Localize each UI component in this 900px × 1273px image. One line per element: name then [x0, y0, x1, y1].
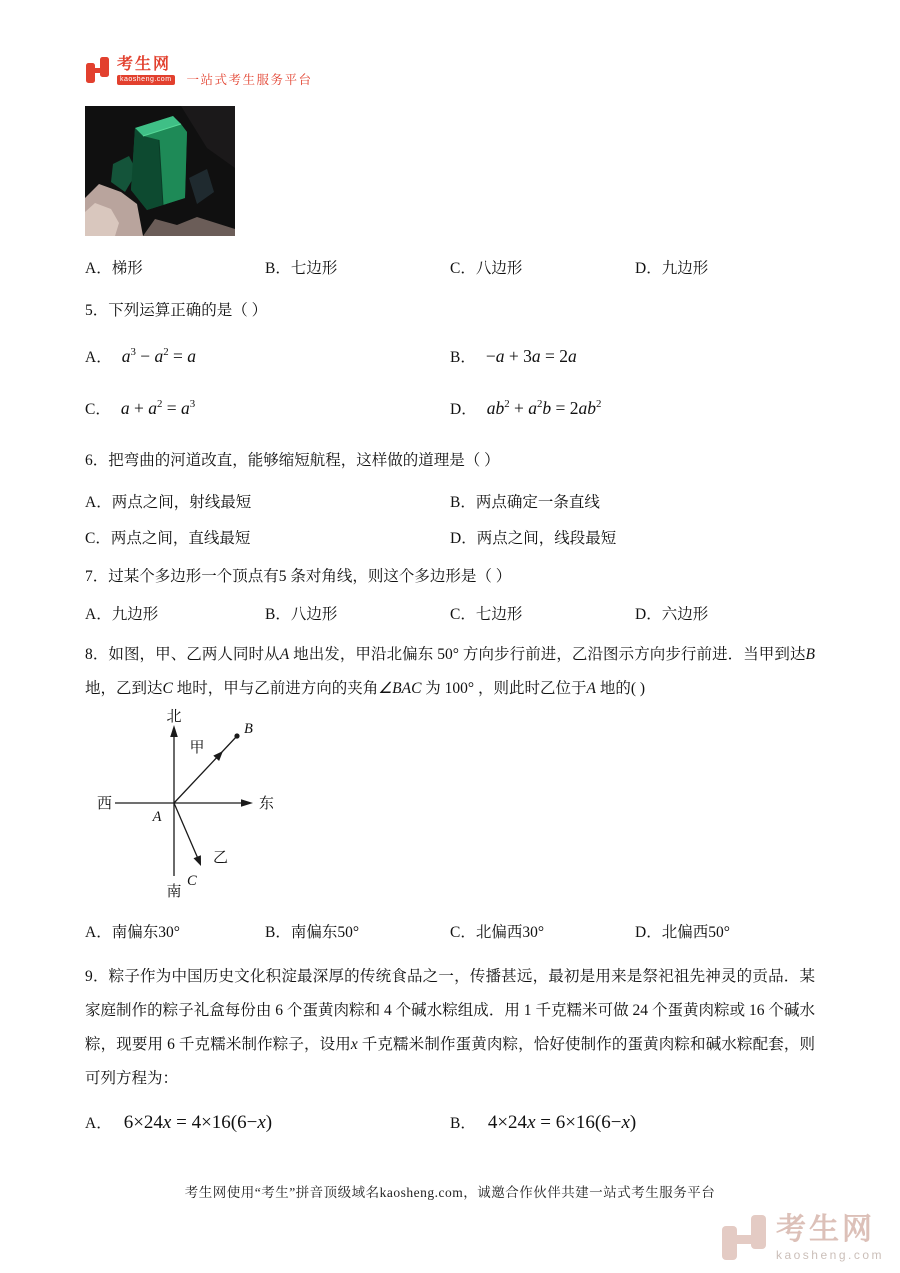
kaosheng-logo-icon	[85, 56, 111, 84]
option-label: D．	[635, 924, 662, 941]
q4-option-d	[635, 256, 815, 278]
option-text: 八边形	[290, 606, 338, 623]
option-label: B．	[450, 494, 476, 511]
kaosheng-watermark-icon	[722, 1213, 768, 1263]
option-label: C．	[450, 260, 476, 277]
question-6-options-row-2	[85, 522, 815, 552]
option-label: B．	[265, 606, 291, 623]
option-label: B．	[265, 260, 291, 277]
brand-text-block	[117, 56, 175, 85]
option-text: 南偏东30°	[111, 924, 180, 941]
q6-option-a	[85, 490, 450, 512]
brand-name: 考生网	[117, 56, 172, 73]
option-text: 两点之间，线段最短	[476, 530, 617, 547]
option-label: A．	[85, 924, 112, 941]
option-label: D．	[450, 401, 477, 418]
option-label: A．	[85, 1114, 112, 1132]
watermark-logo	[722, 1213, 884, 1263]
option-label: B．	[450, 349, 476, 366]
option-label: C．	[85, 401, 111, 418]
q8-option-b	[265, 920, 450, 942]
q9-option-a	[85, 1111, 450, 1134]
option-label: C．	[85, 530, 111, 547]
question-5-stem: 5．下列运算正确的是（ ）	[85, 302, 268, 319]
option-label: D．	[635, 260, 662, 277]
label-point-c: C	[187, 873, 197, 889]
footer-text: 考生网使用“考生”拼音顶级域名kaosheng.com，诚邀合作伙伴共建一站式考生服务平台	[184, 1185, 716, 1200]
option-text: 两点之间，直线最短	[110, 530, 251, 547]
watermark-domain: kaosheng.com	[775, 1248, 884, 1262]
label-north: 北	[166, 709, 182, 725]
q5-option-a	[85, 345, 450, 367]
q9-option-b	[450, 1111, 815, 1134]
question-7-stem: 7．过某个多边形一个顶点有5 条对角线，则这个多边形是（ ）	[85, 568, 512, 585]
q5-option-d	[450, 397, 815, 419]
option-text: 南偏东50°	[290, 924, 360, 941]
option-text: 北偏西30°	[475, 924, 545, 941]
label-south: 南	[166, 884, 182, 900]
option-text: 七边形	[290, 260, 338, 277]
option-label: A．	[85, 349, 112, 366]
watermark-brand: 考生网	[775, 1213, 875, 1246]
site-logo	[85, 56, 815, 100]
question-8-stem: 8．如图，甲、乙两人同时从A 地出发，甲沿北偏东 50° 方向步行前进，乙沿图示方向步行前进．当甲到达B 地，乙到达C 地时，甲与乙前进方向的夹角∠BAC 为 100° ，则此时乙位于A 地的( )	[85, 646, 815, 697]
option-text: 八边形	[475, 260, 523, 277]
option-text: 七边形	[475, 606, 523, 623]
question-8-figure	[89, 708, 815, 908]
option-label: A．	[85, 260, 112, 277]
option-label: D．	[635, 606, 662, 623]
option-text: 六边形	[661, 606, 709, 623]
q7-option-b	[265, 602, 450, 624]
brand-tagline: 一站式考生服务平台	[186, 73, 313, 87]
q5-option-b	[450, 345, 815, 367]
direction-diagram	[89, 708, 299, 903]
question-6-stem: 6．把弯曲的河道改直，能够缩短航程，这样做的道理是（ ）	[85, 452, 500, 469]
label-east: 东	[259, 796, 275, 812]
q8-option-c	[450, 920, 635, 942]
option-label: D．	[450, 530, 477, 547]
option-label: C．	[450, 924, 476, 941]
option-formula: 6×24x = 4×16(6−x)	[123, 1111, 273, 1133]
q7-option-c	[450, 602, 635, 624]
question-6-options-row-1	[85, 486, 815, 516]
option-formula: $a + a^2 = a^3$	[120, 398, 196, 418]
q6-option-c	[85, 526, 450, 548]
option-text: 两点确定一条直线	[475, 494, 600, 511]
option-label: B．	[450, 1114, 476, 1132]
option-text: 北偏西50°	[661, 924, 730, 941]
question-9-stem: 9．粽子作为中国历史文化积淀最深厚的传统食品之一，传播甚远，最初是用来是祭祀祖先神灵的贡品．某家庭制作的粽子礼盒每份由 6 个蛋黄肉粽和 4 个碱水粽组成．用 1 千克糯米可做 24 个蛋黄肉粽或 16 个碱水粽，现要用 6 千克糯米制作粽子，设用x 千克糯米制作蛋黄肉粽，恰好使制作的蛋黄肉粽和碱水粽配套，则可列方程为：	[85, 968, 815, 1087]
question-7-options	[85, 600, 815, 626]
q6-option-d	[450, 526, 815, 548]
option-formula: 4×24x = 6×16(6−x)	[487, 1111, 637, 1133]
question-5-options-row-1	[85, 330, 815, 382]
question-8-options	[85, 918, 815, 944]
option-label: B．	[265, 924, 291, 941]
question-4-options	[85, 256, 815, 278]
option-label: C．	[450, 606, 476, 623]
option-label: A．	[85, 606, 112, 623]
option-text: 梯形	[111, 260, 143, 277]
q4-option-a	[85, 256, 265, 278]
option-formula: −a + 3a = 2a	[485, 346, 577, 366]
q6-option-b	[450, 490, 815, 512]
question-9-options	[85, 1100, 815, 1144]
option-label: A．	[85, 494, 112, 511]
label-point-b: B	[244, 721, 253, 737]
q7-option-a	[85, 602, 265, 624]
brand-domain: kaosheng.com	[117, 75, 175, 85]
option-formula: $ab^2 + a^2b = 2ab^2$	[486, 398, 602, 418]
q5-option-c	[85, 397, 450, 419]
q7-option-d	[635, 602, 815, 624]
q8-option-a	[85, 920, 265, 942]
label-person-jia: 甲	[189, 740, 205, 756]
option-text: 九边形	[661, 260, 709, 277]
label-west: 西	[97, 796, 113, 812]
label-person-yi: 乙	[213, 850, 229, 866]
watermark-text-block	[776, 1214, 884, 1262]
q4-option-b	[265, 256, 450, 278]
label-point-a: A	[152, 809, 162, 825]
q4-option-c	[450, 256, 635, 278]
option-text: 九边形	[111, 606, 159, 623]
option-text: 两点之间，射线最短	[111, 494, 252, 511]
emerald-photo	[85, 106, 235, 236]
option-formula: $a^3 - a^2 = a$	[121, 346, 197, 366]
question-5-options-row-2	[85, 382, 815, 434]
q8-option-d	[635, 920, 815, 942]
